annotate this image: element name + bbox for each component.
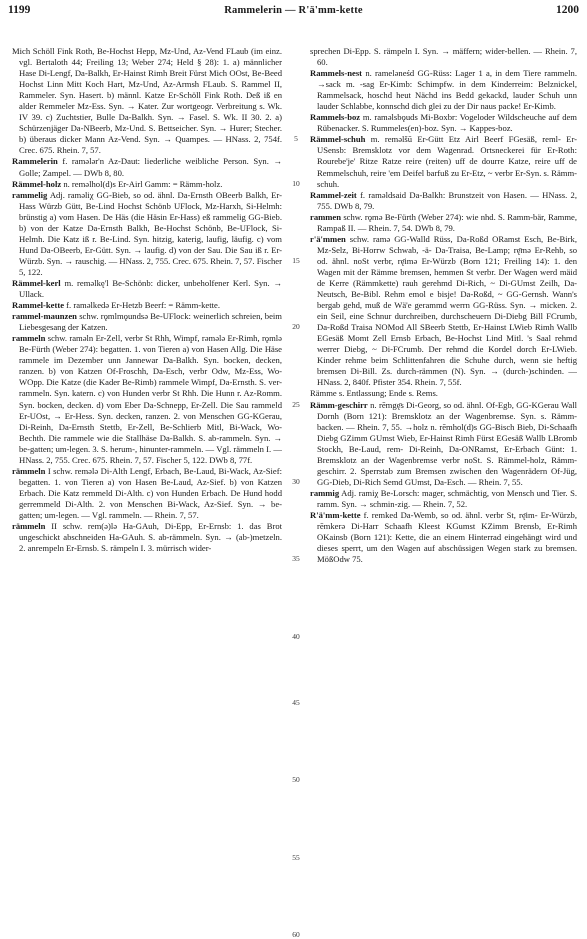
entry-body: Rämme s. Entlassung; Ende s. Rems. (310, 388, 438, 399)
line-number: 35 (292, 554, 300, 564)
entry-body: schw. rǫmlmǫundsə Be-UFlock: weinerlich schreien, beim Liebesgesang der Katzen. (19, 311, 282, 333)
entry-headword: Rammelerin (12, 156, 58, 167)
entry-headword: Rammel-kette (12, 300, 65, 311)
entry-body: n. rēmgę̄s Di-Georg, so od. ähnl. Of-Egb, GG-KGerau Wall Dornh (Born 121): Bremsklotz an der Wagenbremse. Syn. s. Rämm-backen. — Rhein. 7, 55. →holz n. rēmhol(d)s GG-Bisch Bieb, Di-Schaafh Diebg GZimm GUmst Wieb, Er-Hainst Rimh Fürst EGesäß Wallb LBromb Stockh, Be-Laud, rem- Di-Reinh, Da-ONRamst, Er-Erbach Günt: 1. Bremsklotz an der Wagenbremse verbr noSt. S. Rämmel-holz, Rämm-geschirr. 2. Sperrstab zum Bremsen zwischen den Wagenrädern Of-Jüg, GG-Dieb, Di-Rich Semd GUmst, Da-Esch. — Rhein. 7, 55. (317, 399, 577, 487)
dictionary-entry (12, 190, 282, 278)
dictionary-entry (310, 46, 577, 68)
entry-body: schw. raməln Er-Zell, verbr St Rhh, Wimpf, rǝmǝlə Er-Rimh, rǫmlə Be-Fürth (Weber 274): begatten. 1. von Tieren a) von Hasen Allg. Die Häse rammele im Dezember unn Jannewar Da-Balkh. Syn. bocken, decken, ranzen. b) von Katzen Of-Froschh, Da-Esch, verbr Odw, Mz-Ess, Wo-WOpp. Die Katze (die Kader Be-Rimb) rammele Wimpf, Da-Ernsth. S. ver-rammeln. Syn. katern. c) von Hunden verbr St Rhh. Die Hunn r. Az-Romm. Syn. bocken, decken. d) vom Eber Da-Schnepp, Er-Zell. Die Sau rammeld Er-UOst, → Er-Hess. Syn. decken, ranzen. 2. von Menschen GG-KGerau, Di-Reinh, Da-Ernsth Stettb, Er-Zell, Be-Schlierb Mitl, Bi-Wack, Wo-Bechth. Die rammele wie die Stallhäse Da-Balkh. S. ab-rammeln. Syn. → be-gatten; um-legen. 3. S. herum-, hinunter-rammeln. — Vgl. rämmeln I. — HNass. 2, 755. Crec. 675. Rhein. 7, 57. Fischer 5, 122. DWb 8, 77f. (19, 333, 282, 465)
entry-body: Adj. raməliχ GG-Bieb, so od. ähnl. Da-Ernsth OBeerb Balkh, Er-Hass Würzb Gütt, Be-Lind Hochst Schönb UFlock, Mz-Harxh, Si-Helmh: brünstig a) vom Hasen. De Häs (die Häsin Er-Hass) eß rammelig GG-Bieb. b) von der Katze Da-Ernsth Balkh, Be-Hochst Schönb, Be-UFlock, Si-Helmh. Die Katz iß r. Be-Lind. Syn. hitzig, katerig, laufig, läufig. c) vom Hund Da-OBeerb, Er-Gütt. Syn. → laufig. d) von der Sau. Die Sau iß r. Er-Würzb. Syn. → rauschig. — HNass. 2, 755. Crec. 675. Rhein. 7, 57. Fischer 5, 122. (19, 189, 282, 277)
entry-headword: Rammels-nest (310, 68, 363, 79)
page-header (8, 4, 579, 20)
line-number: 30 (292, 476, 300, 486)
entry-body: f. raməldsaid Da-Balkh: Brunstzeit von Hasen. — HNass. 2, 755. DWb 8, 79. (317, 189, 577, 211)
entry-headword: r'ä'mmen (310, 233, 346, 244)
entry-body: Adj. ramiχ Be-Lorsch: mager, schmächtig, von Mensch und Tier. S. ramm. Syn. → schmin-zig. — Rhein. 7, 52. (317, 487, 577, 509)
dictionary-entry (310, 190, 577, 212)
entry-body: m. remǝlšū Er-Gütt Etz Airl Beerf FGesäß, reml- Er-USensb: Bremsklotz vor dem Wagenrad. Ortsneckerei für Er-Roth: Rourebe'je' Ritze Ratze reire (reiten) uff de dourre Katze, reire uff de Remmelschuh, reire 'em Deifel barfuß zu Er-Etz, ~ verbr Er-Syn. s. Rämm-schuh. (317, 134, 577, 189)
entry-headword: Rämmel-kerl (12, 277, 61, 288)
line-number: 15 (292, 255, 300, 265)
dictionary-entry (12, 311, 282, 333)
dictionary-entry (310, 488, 577, 510)
entry-body: schw. rǫmə Be-Fürth (Weber 274): wie nhd. S. Ramm-bär, Ramme, Rampaß II. — Rhein. 7, 54. DWb 8, 79. (317, 211, 577, 233)
dictionary-entry (310, 134, 577, 189)
entry-body: f. raməlkedə Er-Hetzb Beerf: = Rämm-kette. (64, 300, 220, 311)
dictionary-entry (12, 466, 282, 521)
line-number: 60 (292, 930, 300, 939)
dictionary-entry (310, 234, 577, 389)
dictionary-entry (12, 179, 282, 190)
entry-body: sprechen Di-Epp. S. rämpeln I. Syn. → mäffern; wider-bellen. — Rhein. 7, 60. (310, 46, 577, 68)
running-title: Rammelerin — R'ä'mm-kette (224, 5, 363, 16)
entry-headword: rammig (310, 487, 340, 498)
entry-headword: rammelig (12, 189, 48, 200)
entry-headword: Rämmel-holz (12, 178, 62, 189)
entry-headword: Rämmel-schuh (310, 134, 366, 145)
dictionary-entry (310, 388, 577, 399)
entry-body: schw. ramə GG-Walld Rüss, Da-Roßd ORamst Esch, Be-Birk, Mz-Selz, Bi-Horrw Schwab, -ä- Da-Traisa, Be-Lamp; rę̄mə Er-Rehb, so od. ähnl. noSt verbr, rę̄imə Er-Würzb (Born 121; Freiling 14): 1. den Wagen mit der Rämme bremsen, hemmen St verbr. Der Wagen werd mäid de Kerre (Rämmkette) rauh gerehmd Di-Rich, ~ Di-GUmst Zeilh, Da-Neutsch, Be-Bibl. Rehm emol e bisje! Da-Roßd, ~ GG-Gernsh. Wann's bergab gehd, muß de Wä'e gerammd werrn GG-Rüss. Syn. → micken. 2. ein Seil, eine Schnur durchreiben, durchscheuern Di-Diebg Bill FCrumb, Da-Roßd Traisa NOMod All SBeerb Stettb, Er-Hainst LWieb Rimh Wallb EGesäß Momt Zell Ernsb Erbach, Be-Hochst Lind Mitl. 's Saal rehmd werrer Diebg, ~ Di-FCrumb. Der rehmd die Kordel dorch Er-LWieb. Kinder rehme beim Schlittenfahren die Schuhe durch, wenn sie heftig bremsen Di-Bill. Zs. durch-rämmen (N). Syn. → (durch-)schinden. — HNass. 2, 840f. Pfister 354. Rhein. 7, 55f. (317, 233, 577, 388)
entry-headword: rammeln (12, 333, 46, 344)
entry-body: Mich Schöll Fink Roth, Be-Hochst Hepp, Mz-Und, Az-Vend FLaub (im einz. vgl. Bertaloth 44; Freiling 13; Weber 274; Held § 28): 1. a) männlicher Hase Di-Lengf, Da-Balkh, Er-Hainst Rimh Breit Fürst Mich OOst, Be-Beed Hochst Linn Mitt Koch Hart, Mz-Und, Az-Armsh FLaub. S. Rammel II, Rammeler. Syn. Hasert. b) männl. Katze Er-Schöll Fink Roth. Deß iß en alder Remmeler Mz-Ess. Syn. → Kater. Zur wortgeogr. Verbreitung s. Wk. IV 39. c) Zuchtstier, Bulle Da-Balkh. Syn. → Fasel. S. Wk. II 30. 2. a) Schürzenjäger Da-NBeerb, Mz-Und. S. Bettseicher. Syn. → Hurer; Stecher. b) überaus dicker Mann Az-Vend. Syn. → Quampes. — HNass. 2, 754f. Crec. 675. Rhein. 7, 57. (12, 46, 282, 156)
dictionary-entry (12, 521, 282, 554)
line-number: 50 (292, 775, 300, 785)
dictionary-entry (12, 333, 282, 466)
entry-headword: rämmeln (12, 521, 46, 532)
right-column (310, 46, 577, 906)
line-number: 45 (292, 697, 300, 707)
dictionary-entry (12, 156, 282, 178)
entry-headword: rämmeln (12, 465, 46, 476)
left-column (12, 46, 282, 906)
entry-body: m. raməlsbǫuds Mi-Boxbr: Vogeloder Wildscheuche auf dem Rübenacker. S. Rummeles(en)-boz. Syn. → Kappes-boz. (317, 112, 577, 134)
dictionary-entry (310, 68, 577, 112)
entry-body: f. remked Da-Wemb, so od. ähnl. verbr St, rę̄im- Er-Würzb, rēmkerə Di-Harr Schaafh Kleest KGumst KZimm Brensb, Er-Rimh OKainsb (Born 121): Kette, die an einem Hinterrad eingehängt wird und dieses sperrt, um den Wagen auf abschüssigen Wegen stark zu bremsen. MößOdw 75. (317, 509, 577, 565)
entry-body: n. remǝlhol(d)s Er-Airl Gamm: = Rämm-holz. (61, 178, 223, 189)
line-number: 10 (292, 178, 300, 188)
entry-headword: rammel-maunzen (12, 311, 77, 322)
entry-body: f. ramələr'n Az-Daut: liederliche weibliche Person. Syn. → Golle; Zampel. — DWb 8, 80. (19, 156, 282, 178)
entry-body: I schw. remələ Di-Alth Lengf, Erbach, Be-Laud, Bi-Wack, Az-Sief: begatten. 1. von Tieren a) von Hasen Be-Laud, Az-Sief. b) von Katzen Erbach. Die Katz remmeld Di-Alth. c) von Hunden Erbach. De Hund hodd gerremmeld Di-Alth. 2. von Menschen Bi-Wack, Az-Sief. Syn. → be-gatten; um-legen. — Vgl. rammeln. — Rhein. 7, 57. (19, 465, 282, 520)
dictionary-entry (310, 212, 577, 234)
entry-headword: Rammels-boz (310, 112, 361, 123)
dictionary-entry (12, 278, 282, 300)
line-number: 40 (292, 631, 300, 641)
dictionary-entry (310, 400, 577, 488)
line-number: 25 (292, 399, 300, 409)
line-number-gutter (283, 46, 309, 939)
dictionary-entry (310, 510, 577, 565)
line-number: 55 (292, 852, 300, 862)
entry-headword: Rammel-zeit (310, 189, 357, 200)
page-number-right: 1200 (556, 4, 579, 16)
dictionary-entry (12, 300, 282, 311)
entry-headword: R'ä'mm-kette (310, 509, 361, 520)
line-number: 5 (294, 134, 298, 144)
dictionary-entry (12, 46, 282, 156)
entry-body: n. rameləneśd GG-Rüss: Lager 1 a, in dem Tiere rammeln. →sack m. -sag Er-Kimb: Schimpfw. in dem Kinderreim: Belznickel, Rammelsack, hoschd heut Nächd ins Bedd gekackd, lauder Schuh unn lauder Schlabbe, konnschd dich glei zu der Dir naus packe! Er-Kimb. (317, 68, 577, 112)
line-number: 20 (292, 322, 300, 332)
entry-body: II schw. rem(ǝ)lǝ Ha-GAuh, Di-Epp, Er-Ernsb: 1. das Brot ungeschickt abschneiden Ha-GAuh. S. ab-rämmeln. Syn. → (ab-)metzeln. 2. anrempeln Er-Ernsb. S. rämpeln I. 3. mürrisch wider- (19, 521, 282, 554)
dictionary-entry (310, 112, 577, 134)
entry-headword: Rämm-geschirr (310, 399, 368, 410)
entry-body: m. remǝlkę'l Be-Schönb: dicker, unbeholfener Kerl. Syn. → Ullack. (19, 277, 282, 300)
page-number-left: 1199 (8, 4, 31, 16)
entry-headword: rammen (310, 211, 342, 222)
